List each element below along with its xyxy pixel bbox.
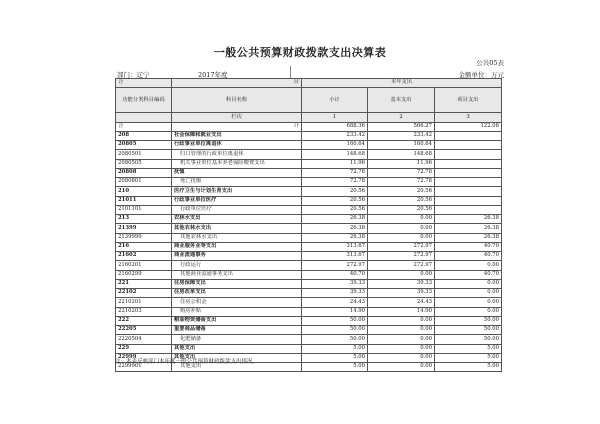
row-total: 39.33 [302,279,368,288]
header-total: 小计 [302,88,368,113]
department-label: 部门：辽宁 [117,71,150,79]
row-name: 其他支出 [172,344,302,353]
header-project: 项目支出 [435,88,502,113]
row-total: 160.64 [302,141,368,150]
table-row [116,326,502,335]
row-code: 20808 [116,168,172,177]
header-name: 科目名称 [172,88,302,113]
row-basic: 0.00 [368,316,435,325]
row-basic: 72.78 [368,178,435,187]
row-project: 50.00 [435,335,502,344]
row-code: 22205 [116,326,172,335]
row-project [435,141,502,150]
row-code: 210 [116,187,172,196]
table-row [116,196,502,205]
row-project: 50.00 [435,316,502,325]
row-total: 20.56 [302,187,368,196]
row-basic: 272.97 [368,252,435,261]
table-row [116,150,502,159]
row-project: 26.38 [435,224,502,233]
table-row [116,159,502,168]
header-row-cols [116,88,502,113]
row-basic: 20.56 [368,187,435,196]
header-group: 本年支出 [302,79,502,88]
row-basic: 148.68 [368,150,435,159]
row-basic: 0.00 [368,344,435,353]
header-index-name: 栏次 [172,113,302,122]
header-index-total: 1 [302,113,368,122]
row-project: 5.00 [435,344,502,353]
row-name: 行政单位医疗 [172,205,302,214]
row-project: 26.38 [435,233,502,242]
row-code: 2080505 [116,159,172,168]
row-name: 重要商品储备 [172,326,302,335]
row-name: 商业流通事务 [172,252,302,261]
row-total: 20.56 [302,205,368,214]
row-project [435,159,502,168]
row-basic: 272.97 [368,242,435,251]
form-number: 公共05表 [476,59,504,67]
row-code: 2160201 [116,261,172,270]
table-row [116,131,502,140]
table-row [116,168,502,177]
row-name: 商业服务业等支出 [172,242,302,251]
header-row-top [116,79,502,88]
row-project: 0.00 [435,298,502,307]
row-name: 社会保障和就业支出 [172,131,302,140]
row-code: 20805 [116,141,172,150]
row-total: 72.78 [302,168,368,177]
table-row [116,270,502,279]
row-name: 抚恤 [172,168,302,177]
row-total: 14.90 [302,307,368,316]
row-project [435,187,502,196]
row-total: 20.56 [302,196,368,205]
table-row [116,261,502,270]
table-row [116,252,502,261]
row-basic: 14.90 [368,307,435,316]
row-basic: 160.64 [368,141,435,150]
row-name: 粮油物资储备支出 [172,316,302,325]
row-basic: 0.00 [368,270,435,279]
table-row [116,187,502,196]
header-index-basic: 2 [368,113,435,122]
row-total: 50.00 [302,316,368,325]
row-basic: 0.00 [368,224,435,233]
footnote: 注：本表反映部门本年度一般公共预算财政拨款支出情况。 [115,359,259,365]
row-project: 40.70 [435,270,502,279]
row-total: 26.38 [302,224,368,233]
row-project: 0.00 [435,261,502,270]
row-name: 归口管理的行政单位离退休 [172,150,302,159]
table-row [116,344,502,353]
row-basic: 39.33 [368,279,435,288]
row-code: 22999 [116,353,172,362]
row-code: 2139999 [116,233,172,242]
table-row [116,215,502,224]
row-total: 5.00 [302,344,368,353]
row-total: 50.00 [302,326,368,335]
row-code: 21011 [116,196,172,205]
row-code: 21602 [116,252,172,261]
row-basic: 11.96 [368,159,435,168]
row-basic: 24.43 [368,298,435,307]
year-label: 2017年度 [198,71,228,79]
row-total: 5.00 [302,363,368,372]
header-index-project: 3 [435,113,502,122]
table-row [116,279,502,288]
row-name: 农林水支出 [172,215,302,224]
table-row [116,316,502,325]
row-project [435,150,502,159]
totals-row [116,122,502,131]
row-name: 医疗卫生与计划生育支出 [172,187,302,196]
totals-total: 688.36 [302,122,368,131]
header-row-index [116,113,502,122]
row-project: 0.00 [435,279,502,288]
row-code: 208 [116,131,172,140]
row-project [435,196,502,205]
row-project: 50.00 [435,326,502,335]
row-total: 26.38 [302,233,368,242]
row-name: 住房改革支出 [172,289,302,298]
row-code: 221 [116,279,172,288]
table-row [116,298,502,307]
row-basic: 20.56 [368,196,435,205]
row-code: 2080501 [116,150,172,159]
row-basic: 0.00 [368,233,435,242]
row-project: 0.00 [435,289,502,298]
row-basic: 0.00 [368,215,435,224]
row-code: 2210203 [116,307,172,316]
row-total: 148.68 [302,150,368,159]
header-code-top: 合 [116,79,172,88]
row-code: 222 [116,316,172,325]
header-code: 功能分类科目编码 [116,88,172,113]
row-project: 0.00 [435,307,502,316]
row-name: 机关事业单位基本养老保险缴费支出 [172,159,302,168]
row-project [435,178,502,187]
row-name: 行政运行 [172,261,302,270]
table-row [116,335,502,344]
row-basic: 20.56 [368,205,435,214]
row-total: 5.00 [302,353,368,362]
header-index-code [116,113,172,122]
row-code: 2210201 [116,298,172,307]
row-basic: 233.42 [368,131,435,140]
row-basic: 0.00 [368,335,435,344]
row-code: 2160299 [116,270,172,279]
row-project [435,205,502,214]
row-basic: 272.97 [368,261,435,270]
row-code: 216 [116,242,172,251]
row-total: 40.70 [302,270,368,279]
row-name: 死亡抚恤 [172,178,302,187]
row-project: 5.00 [435,353,502,362]
row-project: 40.70 [435,252,502,261]
row-name: 住房公积金 [172,298,302,307]
header-basic: 基本支出 [368,88,435,113]
table-row [116,224,502,233]
row-basic: 0.00 [368,363,435,372]
row-basic: 72.78 [368,168,435,177]
row-code: 213 [116,215,172,224]
table-row [116,307,502,316]
expenditure-table [115,78,502,372]
totals-label-end: 计 [172,122,302,131]
row-total: 24.43 [302,298,368,307]
row-name: 住房保障支出 [172,279,302,288]
row-code: 21399 [116,224,172,233]
row-total: 11.96 [302,159,368,168]
row-project: 26.38 [435,215,502,224]
row-total: 39.33 [302,289,368,298]
row-name: 其他农林水支出 [172,224,302,233]
row-project: 5.00 [435,363,502,372]
row-name: 其他商业流通事务支出 [172,270,302,279]
totals-label: 合 [116,122,172,131]
row-basic: 39.33 [368,289,435,298]
row-project: 40.70 [435,242,502,251]
table-row [116,233,502,242]
row-basic: 0.00 [368,326,435,335]
row-code: 2220504 [116,335,172,344]
row-code: 2080801 [116,178,172,187]
table-row [116,205,502,214]
row-name: 其他支出 [172,353,302,362]
table-row [116,178,502,187]
document-title: 一般公共预算财政拨款支出决算表 [213,46,387,59]
row-basic: 0.00 [368,353,435,362]
row-total: 50.00 [302,335,368,344]
row-total: 313.67 [302,252,368,261]
unit-label: 金额单位：万元 [458,71,504,79]
row-project [435,131,502,140]
totals-project: 122.08 [435,122,502,131]
header-name-top: 目 [172,79,302,88]
table-row [116,289,502,298]
row-name: 行政事业单位医疗 [172,196,302,205]
table-row [116,141,502,150]
row-total: 313.67 [302,242,368,251]
row-total: 272.97 [302,261,368,270]
row-code: 22102 [116,289,172,298]
row-name: 化肥储备 [172,335,302,344]
row-project [435,168,502,177]
row-code: 229 [116,344,172,353]
totals-basic: 566.27 [368,122,435,131]
row-name: 其他支出 [172,363,302,372]
row-code: 2299901 [116,363,172,372]
row-name: 行政事业单位离退休 [172,141,302,150]
row-total: 72.78 [302,178,368,187]
row-name: 购房补贴 [172,307,302,316]
table-row [116,242,502,251]
row-name: 其他农林水支出 [172,233,302,242]
row-total: 26.38 [302,215,368,224]
row-total: 233.42 [302,131,368,140]
row-code: 2101101 [116,205,172,214]
